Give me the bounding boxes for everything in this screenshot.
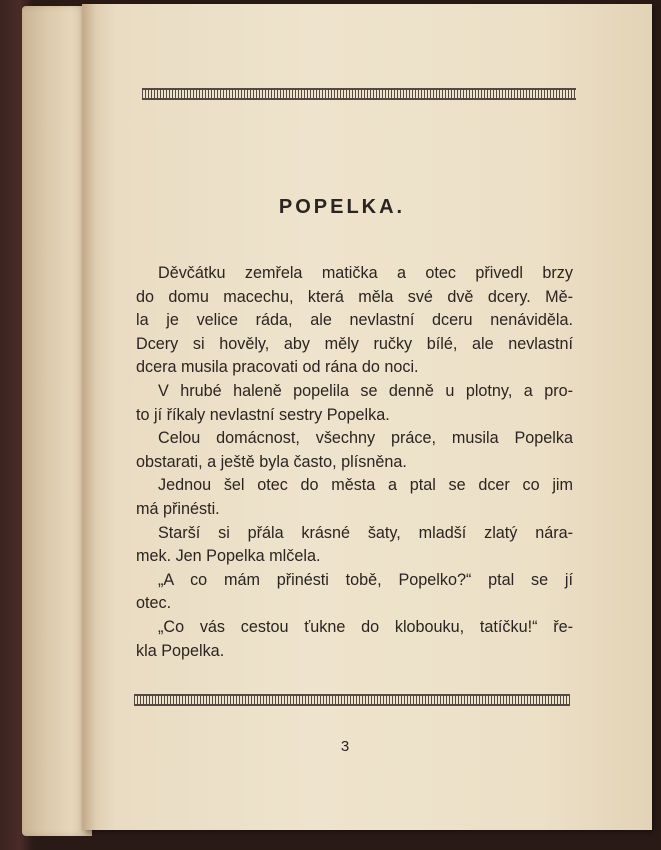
text-line: la je velice ráda, ale nevlastní dceru nenáviděla. (136, 311, 573, 330)
text-line: Děvčátku zemřela matička a otec přivedl brzy (158, 264, 573, 282)
text-line: dcera musila pracovati od rána do noci. (136, 358, 419, 377)
text-line: to jí říkaly nevlastní sestry Popelka. (136, 405, 390, 424)
text-line: otec. (136, 594, 172, 613)
text-line: kla Popelka. (136, 641, 225, 660)
chapter-title: POPELKA. (278, 196, 406, 218)
text-line: Dcery si hověly, aby měly ručky bílé, ale nevlastní (136, 334, 573, 353)
text-line: obstarati, a ještě byla často, plísněna. (136, 452, 407, 471)
text-line: V hrubé haleně popelila se denně u plotny, a pro- (158, 381, 573, 400)
text-line: Celou domácnost, všechny práce, musila Popelka (158, 429, 573, 448)
text-line: „Co vás cestou ťukne do klobouku, tatíčku!“ ře- (158, 617, 573, 636)
text-line: Starší si přála krásné šaty, mladší zlatý nára- (158, 523, 573, 542)
page-number: 3 (340, 738, 350, 755)
story-text (136, 262, 573, 663)
text-line: mek. Jen Popelka mlčela. (136, 547, 321, 566)
book-page (82, 4, 652, 830)
top-ornament-border (142, 88, 576, 100)
text-line: Jednou šel otec do města a ptal se dcer co jim (158, 476, 573, 495)
text-line: do domu macechu, která měla své dvě dcery. Mě- (136, 287, 573, 306)
bottom-ornament-border (134, 694, 570, 706)
text-line: má přinésti. (136, 499, 220, 518)
text-line: „A co mám přinésti tobě, Popelko?“ ptal se jí (158, 570, 573, 589)
